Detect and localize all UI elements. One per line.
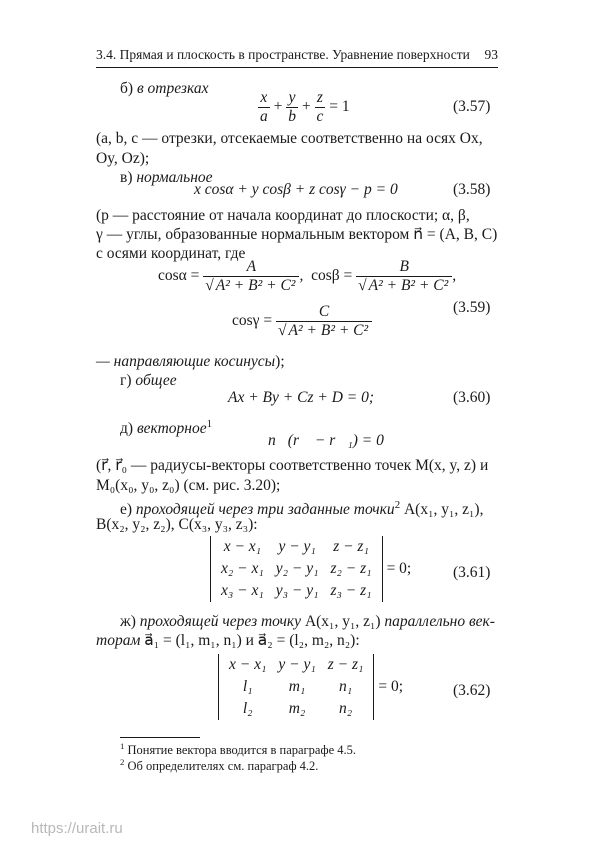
item-zh bbox=[120, 612, 495, 632]
footnote-1-mark: 1 bbox=[120, 741, 125, 751]
para2-line1: (p — расстояние от начала координат до плоскости; α, β, bbox=[96, 207, 470, 224]
para4-line2: M₀(x₀, y₀, z₀) (см. рис. 3.20); bbox=[96, 477, 281, 494]
eq357-num-z: z bbox=[315, 89, 326, 108]
para1-line2: Oy, Oz); bbox=[96, 150, 150, 167]
para2-line3: с осями координат, где bbox=[96, 245, 246, 262]
item-zh-name: проходящей через точку bbox=[139, 613, 302, 630]
equation-3-61 bbox=[210, 536, 411, 602]
para3-end: ); bbox=[275, 353, 285, 370]
item-e-line2: B(x₂, y₂, z₂), C(x₃, y₃, z₃): bbox=[96, 516, 258, 533]
det361-cell-1-2: z₂ − z₁ bbox=[330, 560, 372, 577]
eq359-root-2: A² + B² + C² bbox=[368, 277, 449, 294]
item-b bbox=[120, 79, 208, 99]
item-d-name: векторное bbox=[136, 420, 207, 438]
eq-number-3-58: (3.58) bbox=[453, 181, 491, 198]
footnote-2 bbox=[120, 757, 318, 774]
det362-cell-0-0: x − x₁ bbox=[229, 656, 267, 673]
item-b-label: б) bbox=[120, 80, 137, 97]
watermark: https://urait.ru bbox=[31, 820, 123, 837]
footnote-ref-2: 2 bbox=[394, 499, 401, 511]
det361-cell-0-0: x − x₁ bbox=[223, 538, 262, 555]
eq357-rhs: = 1 bbox=[329, 98, 350, 116]
item-d-label: д) bbox=[120, 420, 137, 438]
det361-cell-2-1: y₃ − y₁ bbox=[275, 582, 319, 599]
para2-line2: γ — углы, образованные нормальным вектором n⃗ = (A, B, C) bbox=[96, 226, 498, 243]
eq357-den-c: c bbox=[316, 108, 324, 125]
eq361-rhs: = 0; bbox=[386, 560, 412, 577]
footnote-ref-1: 1 bbox=[206, 418, 213, 430]
para3 bbox=[96, 352, 285, 372]
para3-name: — направляющие косинусы bbox=[96, 353, 276, 370]
det361-cell-1-0: x₂ − x₁ bbox=[221, 560, 264, 577]
det362-cell-2-0: l₂ bbox=[242, 700, 253, 717]
eq-number-3-62: (3.62) bbox=[453, 682, 491, 699]
eq357-num-x: x bbox=[258, 89, 270, 108]
equation-3-58: x cosα + y cosβ + z cosγ − p = 0 bbox=[194, 181, 398, 198]
footnote-2-mark: 2 bbox=[120, 757, 125, 767]
header-rule bbox=[96, 67, 498, 68]
item-zh-l2b: a⃗₁ = (l₁, m₁, n₁) и a⃗₂ = (l₂, m₂, n₂): bbox=[140, 632, 360, 649]
det362-cell-2-1: m₂ bbox=[288, 700, 306, 717]
eq359-num-B: B bbox=[356, 258, 452, 277]
det362-cell-1-0: l₁ bbox=[242, 678, 253, 695]
para4-line1: (r⃗, r⃗₀ — радиусы-векторы соответственно точек M(x, y, z) и bbox=[96, 457, 489, 474]
equation-3-59-row2: cosγ = $\frac{C}{\text{√ A² + B² + C²}}$ bbox=[232, 303, 372, 340]
footnote-1 bbox=[120, 741, 356, 758]
det361-cell-2-2: z₃ − z₁ bbox=[330, 582, 372, 599]
det362-cell-2-2: n₂ bbox=[338, 700, 353, 717]
item-zh-l2a: торам bbox=[96, 632, 141, 649]
equation-3-57: $\frac{x}{a}$ + $\frac{y}{b}$ + $\frac{z}{c}$ = 1 bbox=[260, 89, 350, 125]
item-e-label: е) bbox=[120, 501, 136, 519]
det362-cell-1-1: m₁ bbox=[288, 678, 306, 695]
eq357-den-b: b bbox=[288, 108, 296, 125]
det361-cell-0-2: z − z₁ bbox=[333, 538, 369, 555]
det362-cell-0-2: z − z₁ bbox=[327, 656, 364, 673]
footnote-1-text: Понятие вектора вводится в параграфе 4.5. bbox=[124, 743, 357, 758]
item-zh-name2: параллельно век- bbox=[384, 613, 495, 630]
item-v-label: в) bbox=[120, 169, 137, 186]
det361-cell-2-0: x₃ − x₁ bbox=[221, 582, 264, 599]
item-zh-line2 bbox=[96, 631, 360, 651]
eq359-cosa: cosα = bbox=[158, 267, 200, 285]
det362-cell-0-1: y − y₁ bbox=[278, 656, 316, 673]
eq359-root-1: A² + B² + C² bbox=[215, 277, 296, 294]
equation-3-60: Ax + By + Cz + D = 0; bbox=[228, 389, 375, 406]
item-g bbox=[120, 371, 177, 391]
determinant-3-62 bbox=[218, 654, 374, 720]
eq357-num-y: y bbox=[286, 89, 298, 108]
eq362-rhs: = 0; bbox=[378, 678, 404, 695]
det361-cell-1-1: y₂ − y₁ bbox=[275, 560, 319, 577]
det362-cell-1-2: n₁ bbox=[338, 678, 353, 695]
item-b-name: в отрезках bbox=[136, 80, 209, 97]
item-g-label: г) bbox=[120, 372, 136, 389]
eq359-cosb: cosβ = bbox=[311, 267, 353, 285]
header-title: 3.4. Прямая и плоскость в пространстве. Уравнение поверхности bbox=[96, 47, 470, 62]
equation-vector: n⃗(r⃗ − r⃗₁) = 0 bbox=[268, 432, 384, 449]
det361-cell-0-1: y − y₁ bbox=[278, 538, 316, 555]
item-e-name: проходящей через три заданные точки bbox=[135, 501, 395, 519]
eq-number-3-57: (3.57) bbox=[453, 98, 491, 115]
eq-number-3-59: (3.59) bbox=[453, 299, 491, 316]
equation-3-59-row1: cosα = $\frac{A}{\text{√ A² + B² + C²}}$ , cosβ = $\frac{B}{\text{√ A² + B² + C²}}$ , bbox=[158, 258, 457, 294]
eq-number-3-61: (3.61) bbox=[453, 564, 491, 581]
eq359-root-3: A² + B² + C² bbox=[288, 322, 369, 339]
eq359-num-A: A bbox=[203, 258, 299, 277]
item-zh-label: ж) bbox=[120, 613, 140, 630]
page-number: 93 bbox=[484, 47, 498, 62]
footnote-2-text: Об определителях см. параграф 4.2. bbox=[124, 759, 319, 774]
item-zh-rest: A(x₁, y₁, z₁) bbox=[301, 613, 385, 630]
para1-line1: (a, b, c — отрезки, отсекаемые соответственно на осях Ox, bbox=[96, 130, 483, 147]
item-e-rest: A(x₁, y₁, z₁), bbox=[400, 501, 484, 519]
eq359-num-C: C bbox=[276, 303, 372, 322]
item-d bbox=[120, 414, 212, 439]
item-v-name: нормальное bbox=[136, 169, 213, 186]
eq359-cosg: cosγ = bbox=[232, 312, 273, 330]
footnote-rule bbox=[120, 737, 200, 738]
eq-number-3-60: (3.60) bbox=[453, 389, 491, 406]
item-g-name: общее bbox=[135, 372, 177, 389]
equation-3-62 bbox=[218, 654, 403, 720]
eq357-den-a: a bbox=[260, 108, 268, 125]
determinant-3-61 bbox=[210, 536, 383, 602]
